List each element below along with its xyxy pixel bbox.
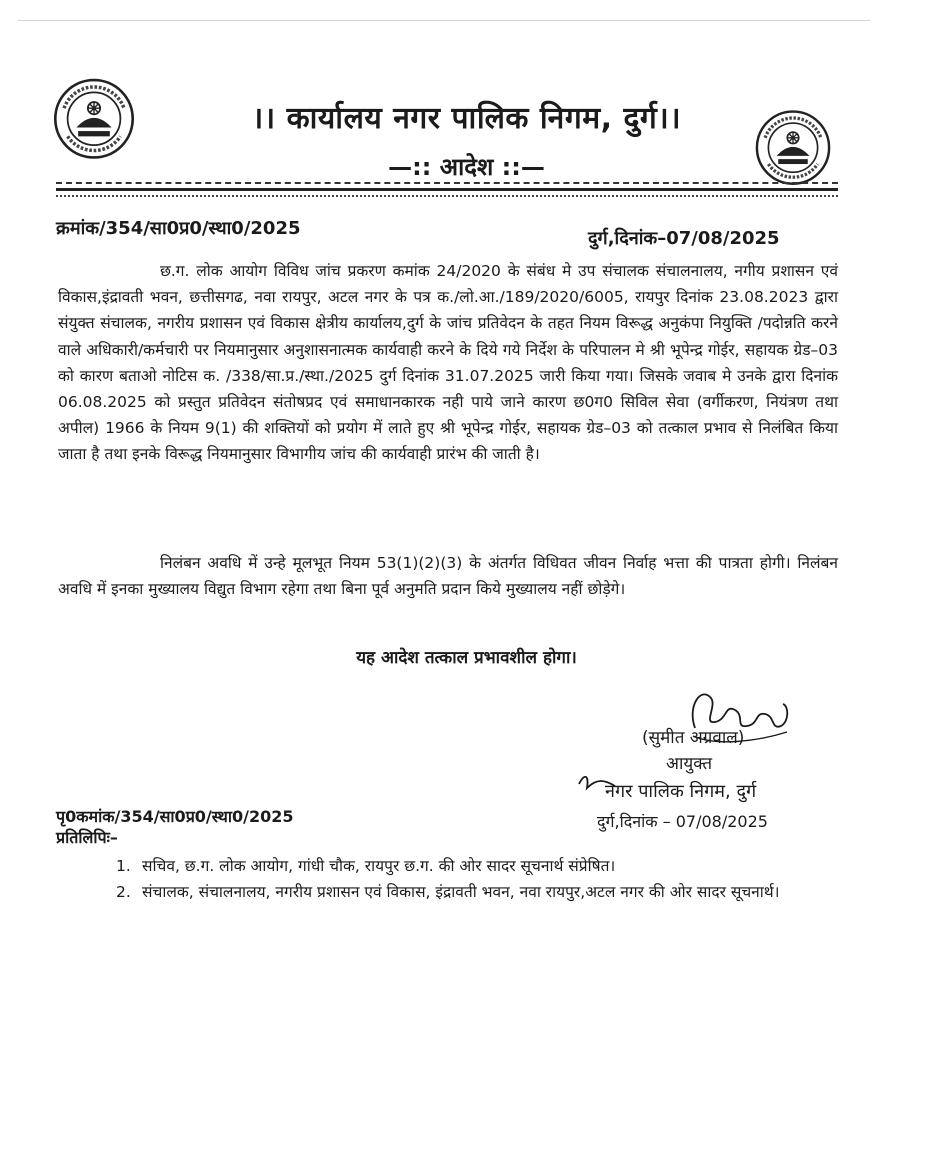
header-divider-dotted — [56, 195, 838, 197]
office-title: ।। कार्यालय नगर पालिक निगम, दुर्ग।। — [251, 101, 682, 136]
order-reference-number: क्रमांक/354/सा0प्र0/स्था0/2025 — [56, 218, 301, 239]
signatory-office: नगर पालिक निगम, दुर्ग — [605, 781, 757, 802]
list-item-text: सचिव, छ.ग. लोक आयोग, गांधी चौक, रायपुर छ.ग. की ओर सादर सूचनार्थ संप्रेषित। — [142, 857, 616, 875]
header-divider-solid — [56, 188, 838, 191]
effective-immediately-line: यह आदेश तत्काल प्रभावशील होगा। — [356, 648, 577, 668]
order-paragraph-1: छ.ग. लोक आयोग विविध जांच प्रकरण कमांक 24/2020 के संबंध मे उप संचालक संचालनालय, नगीय प्रशासन एवं विकास,इंद्रावती भवन, छत्तीसगढ, नवा रायपुर, अटल नगर के पत्र क./लो.आ./189/2020/6005, रायपुर दिनांक 23.08.2023 द्वारा संयुक्त संचालक, नगरीय प्रशासन एवं विकास क्षेत्रीय कार्यालय,दुर्ग के जांच प्रतिवेदन के तहत नियम विरूद्ध अनुकंपा नियुक्ति /पदोन्नति करने वाले अधिकारी/कर्मचारी पर नियमानुसार अनुशासनात्मक कार्यवाही करने के दिये गये निर्देश के परिपालन मे श्री भूपेन्द्र गोईर, सहायक ग्रेड–03 को कारण बताओ नोटिस क. /338/सा.प्र./स्था./2025 दुर्ग दिनांक 31.07.2025 जारी किया गया। जिसके जवाब मे उनके द्वारा दिनांक 06.08.2025 को प्रस्तुत प्रतिवेदन संतोषप्रद एवं समाधानकारक नही पाये जाने कारण छ0ग0 सिविल सेवा (वर्गीकरण, नियंत्रण तथा अपील) 1966 के नियम 9(1) की शक्तियों को प्रयोग में लाते हुए श्री भूपेन्द्र गोईर, सहायक ग्रेड–03 को तत्काल प्रभाव से निलंबित किया जाता है तथा इनके विरूद्ध नियमानुसार विभागीय जांच की कार्यवाही प्रारंभ की जाती है। — [58, 262, 838, 464]
list-item — [116, 854, 840, 878]
copy-to-label: प्रतिलिपिः– — [56, 828, 118, 847]
list-item-text: संचालक, संचालनालय, नगरीय प्रशासन एवं विकास, इंद्रावती भवन, नवा रायपुर,अटल नगर की ओर सादर सूचनार्थ। — [142, 883, 780, 901]
header-divider-dashed — [56, 182, 838, 184]
list-item — [116, 880, 840, 904]
copy-recipient-list — [116, 854, 840, 906]
top-divider-line — [18, 20, 870, 21]
order-paragraph-2: निलंबन अवधि में उन्हे मूलभूत नियम 53(1)(2)(3) के अंतर्गत विधिवत जीवन निर्वाह भत्ता की पात्रता होगी। निलंबन अवधि में इनका मुख्यालय विद्युत विभाग रहेगा तथा बिना पूर्व अनुमति प्रदान किये मुख्यालय नहीं छोड़ेगे। — [58, 554, 838, 599]
order-date: दुर्ग,दिनांक–07/08/2025 — [588, 228, 780, 249]
signature-date: दुर्ग,दिनांक – 07/08/2025 — [597, 812, 768, 831]
order-heading: —:: आदेश ::— — [388, 153, 545, 181]
signatory-name: (सुमीत अग्रवाल) — [642, 728, 745, 748]
list-item-number: 2. — [116, 883, 131, 901]
list-item-number: 1. — [116, 857, 131, 875]
signatory-title: आयुक्त — [666, 754, 713, 774]
copy-reference-number: पृ0कमांक/354/सा0प्र0/स्था0/2025 — [56, 807, 294, 826]
